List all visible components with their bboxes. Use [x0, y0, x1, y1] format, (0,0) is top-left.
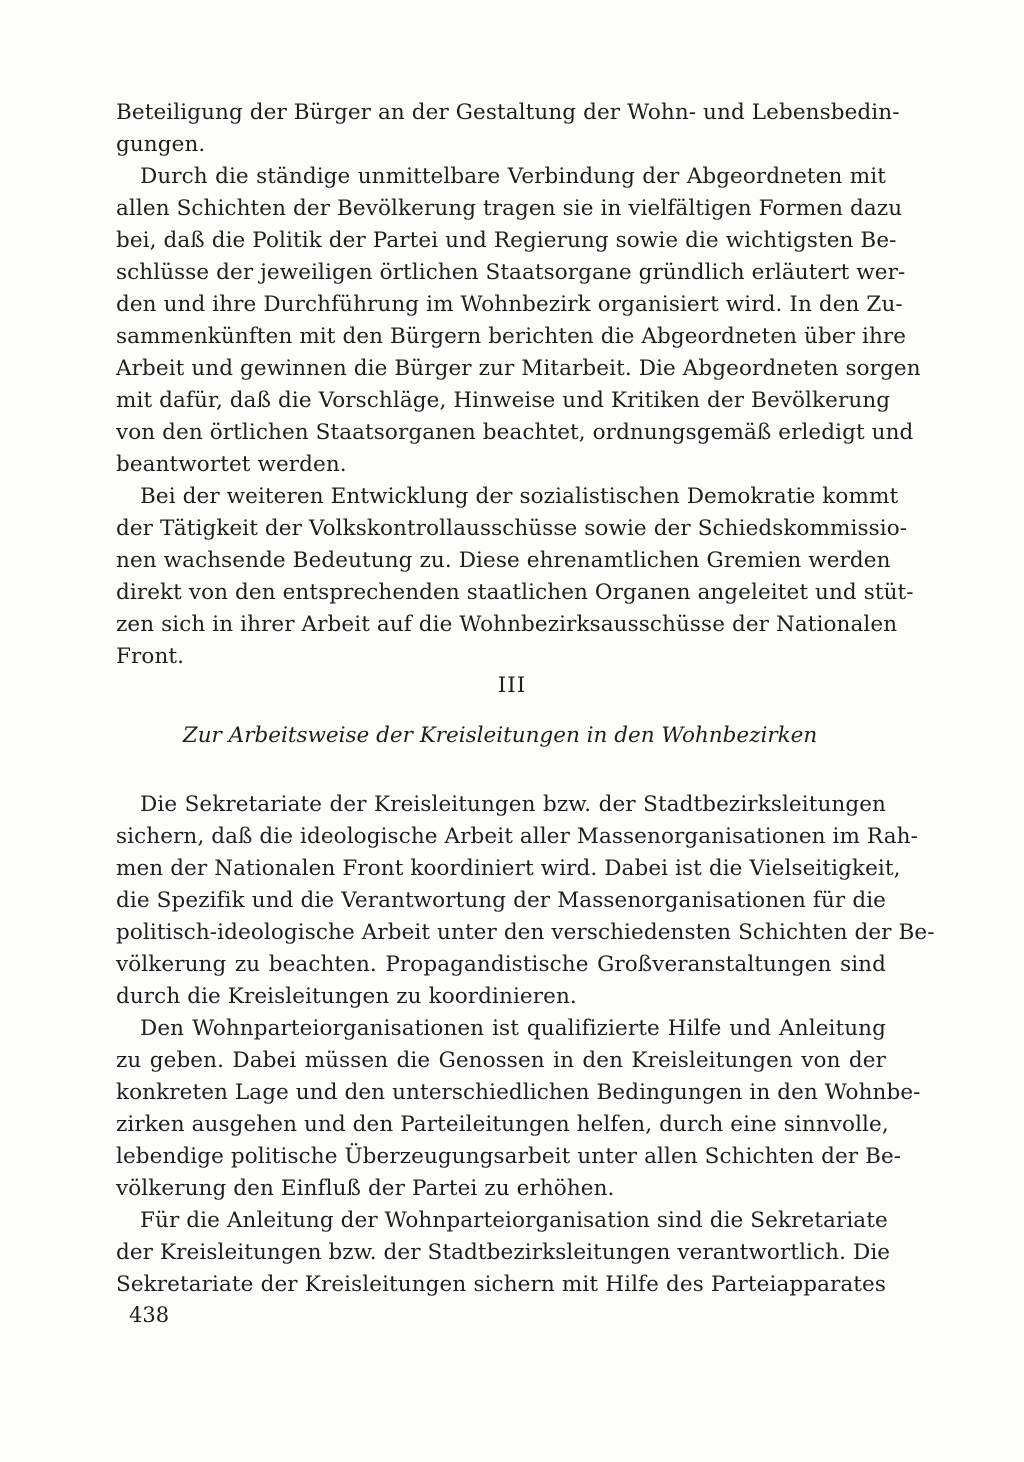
- text-line: Front.: [116, 644, 185, 669]
- body-text-lower: [116, 789, 935, 1301]
- text-line: Den Wohnparteiorganisationen ist qualifizierte Hilfe und Anleitung: [140, 1016, 886, 1041]
- text-line: gungen.: [116, 132, 206, 157]
- text-line: allen Schichten der Bevölkerung tragen sie in vielfältigen Formen dazu: [116, 196, 903, 221]
- text-line: politisch-ideologische Arbeit unter den verschiedensten Schichten der Be-: [116, 920, 935, 945]
- text-line: Sekretariate der Kreisleitungen sichern mit Hilfe des Parteiapparates: [116, 1272, 886, 1297]
- text-line: völkerung den Einfluß der Partei zu erhöhen.: [116, 1176, 615, 1201]
- text-line: Für die Anleitung der Wohnparteiorganisation sind die Sekretariate: [140, 1208, 888, 1233]
- text-line: zu geben. Dabei müssen die Genossen in den Kreisleitungen von der: [116, 1048, 886, 1073]
- section-number: III: [497, 673, 527, 698]
- text-line: bei, daß die Politik der Partei und Regierung sowie die wichtigsten Be-: [116, 228, 897, 253]
- page-number: 438: [129, 1303, 170, 1327]
- text-line: Arbeit und gewinnen die Bürger zur Mitarbeit. Die Abgeordneten sorgen: [116, 356, 921, 381]
- text-line: völkerung zu beachten. Propagandistische Großveranstaltungen sind: [116, 952, 886, 977]
- section-title: Zur Arbeitsweise der Kreisleitungen in den Wohnbezirken: [182, 723, 818, 748]
- text-line: der Kreisleitungen bzw. der Stadtbezirksleitungen verantwortlich. Die: [116, 1240, 891, 1265]
- text-line: Durch die ständige unmittelbare Verbindung der Abgeordneten mit: [140, 164, 886, 189]
- text-line: von den örtlichen Staatsorganen beachtet, ordnungsgemäß erledigt und: [116, 420, 914, 445]
- text-line: Bei der weiteren Entwicklung der sozialistischen Demokratie kommt: [140, 484, 899, 509]
- text-line: die Spezifik und die Verantwortung der Massenorganisationen für die: [116, 888, 886, 913]
- text-line: zen sich in ihrer Arbeit auf die Wohnbezirksausschüsse der Nationalen: [116, 612, 898, 637]
- text-line: konkreten Lage und den unterschiedlichen Bedingungen in den Wohnbe-: [116, 1080, 921, 1105]
- text-line: sammenkünften mit den Bürgern berichten die Abgeordneten über ihre: [116, 324, 907, 349]
- body-text-upper: [116, 97, 921, 673]
- text-line: nen wachsende Bedeutung zu. Diese ehrenamtlichen Gremien werden: [116, 548, 891, 573]
- text-line: sichern, daß die ideologische Arbeit aller Massenorganisationen im Rah-: [116, 824, 918, 849]
- text-line: zirken ausgehen und den Parteileitungen helfen, durch eine sinnvolle,: [116, 1112, 889, 1137]
- text-line: schlüsse der jeweiligen örtlichen Staatsorgane gründlich erläutert wer-: [116, 260, 906, 285]
- text-line: lebendige politische Überzeugungsarbeit unter allen Schichten der Be-: [116, 1144, 902, 1169]
- text-line: men der Nationalen Front koordiniert wird. Dabei ist die Vielseitigkeit,: [116, 856, 901, 881]
- text-line: der Tätigkeit der Volkskontrollausschüsse sowie der Schiedskommissio-: [116, 516, 908, 541]
- text-line: direkt von den entsprechenden staatlichen Organen angeleitet und stüt-: [116, 580, 914, 605]
- text-line: Beteiligung der Bürger an der Gestaltung der Wohn- und Lebensbedin-: [116, 100, 900, 125]
- text-line: Die Sekretariate der Kreisleitungen bzw. der Stadtbezirksleitungen: [140, 792, 886, 817]
- text-line: durch die Kreisleitungen zu koordinieren.: [116, 984, 577, 1009]
- text-line: den und ihre Durchführung im Wohnbezirk organisiert wird. In den Zu-: [116, 292, 903, 317]
- text-line: mit dafür, daß die Vorschläge, Hinweise und Kritiken der Bevölkerung: [116, 388, 891, 413]
- text-line: beantwortet werden.: [116, 452, 347, 477]
